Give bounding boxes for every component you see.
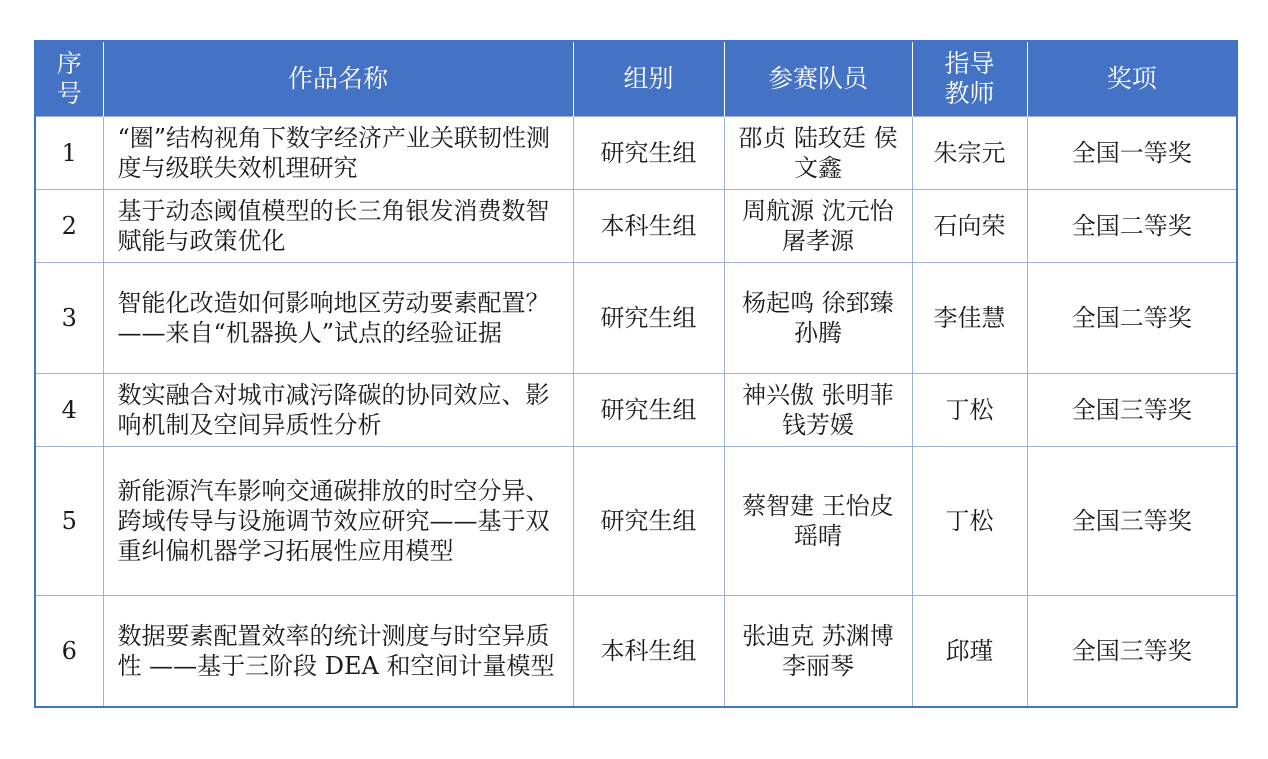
cell-group: 研究生组 (573, 374, 724, 447)
cell-index: 4 (35, 374, 103, 447)
cell-group: 研究生组 (573, 117, 724, 190)
cell-index: 6 (35, 596, 103, 708)
header-index: 序号 (35, 41, 103, 117)
header-advisor: 指导教师 (912, 41, 1027, 117)
table-row (35, 374, 1237, 447)
cell-members: 杨起鸣 徐郅臻 孙腾 (724, 263, 912, 374)
cell-advisor: 朱宗元 (912, 117, 1027, 190)
cell-title: 基于动态阈值模型的长三角银发消费数智赋能与政策优化 (103, 190, 573, 263)
cell-group: 研究生组 (573, 447, 724, 596)
cell-award: 全国三等奖 (1027, 596, 1237, 708)
cell-title: 数实融合对城市减污降碳的协同效应、影响机制及空间异质性分析 (103, 374, 573, 447)
cell-award: 全国一等奖 (1027, 117, 1237, 190)
table-row (35, 263, 1237, 374)
table-row (35, 447, 1237, 596)
cell-group: 本科生组 (573, 190, 724, 263)
cell-group: 研究生组 (573, 263, 724, 374)
cell-title: 智能化改造如何影响地区劳动要素配置？ ——来自“机器换人”试点的经验证据 (103, 263, 573, 374)
cell-members: 邵贞 陆玫廷 侯文鑫 (724, 117, 912, 190)
table-row (35, 596, 1237, 708)
cell-index: 5 (35, 447, 103, 596)
cell-title: 数据要素配置效率的统计测度与时空异质性 ——基于三阶段 DEA 和空间计量模型 (103, 596, 573, 708)
cell-award: 全国二等奖 (1027, 190, 1237, 263)
cell-group: 本科生组 (573, 596, 724, 708)
cell-advisor: 石向荣 (912, 190, 1027, 263)
cell-title: 新能源汽车影响交通碳排放的时空分异、跨域传导与设施调节效应研究——基于双重纠偏机器学习拓展性应用模型 (103, 447, 573, 596)
cell-advisor: 丁松 (912, 374, 1027, 447)
cell-members: 张迪克 苏渊博 李丽琴 (724, 596, 912, 708)
cell-award: 全国三等奖 (1027, 374, 1237, 447)
header-row (35, 41, 1237, 117)
table-row (35, 190, 1237, 263)
cell-index: 3 (35, 263, 103, 374)
award-table (34, 40, 1238, 708)
cell-index: 2 (35, 190, 103, 263)
cell-advisor: 邱瑾 (912, 596, 1027, 708)
header-title: 作品名称 (103, 41, 573, 117)
cell-index: 1 (35, 117, 103, 190)
cell-award: 全国二等奖 (1027, 263, 1237, 374)
cell-members: 神兴傲 张明菲 钱芳媛 (724, 374, 912, 447)
table-row (35, 117, 1237, 190)
cell-award: 全国三等奖 (1027, 447, 1237, 596)
cell-advisor: 丁松 (912, 447, 1027, 596)
cell-title: “圈”结构视角下数字经济产业关联韧性测度与级联失效机理研究 (103, 117, 573, 190)
header-group: 组别 (573, 41, 724, 117)
cell-advisor: 李佳慧 (912, 263, 1027, 374)
header-award: 奖项 (1027, 41, 1237, 117)
cell-members: 蔡智建 王怡皮瑶晴 (724, 447, 912, 596)
header-members: 参赛队员 (724, 41, 912, 117)
cell-members: 周航源 沈元怡 屠孝源 (724, 190, 912, 263)
